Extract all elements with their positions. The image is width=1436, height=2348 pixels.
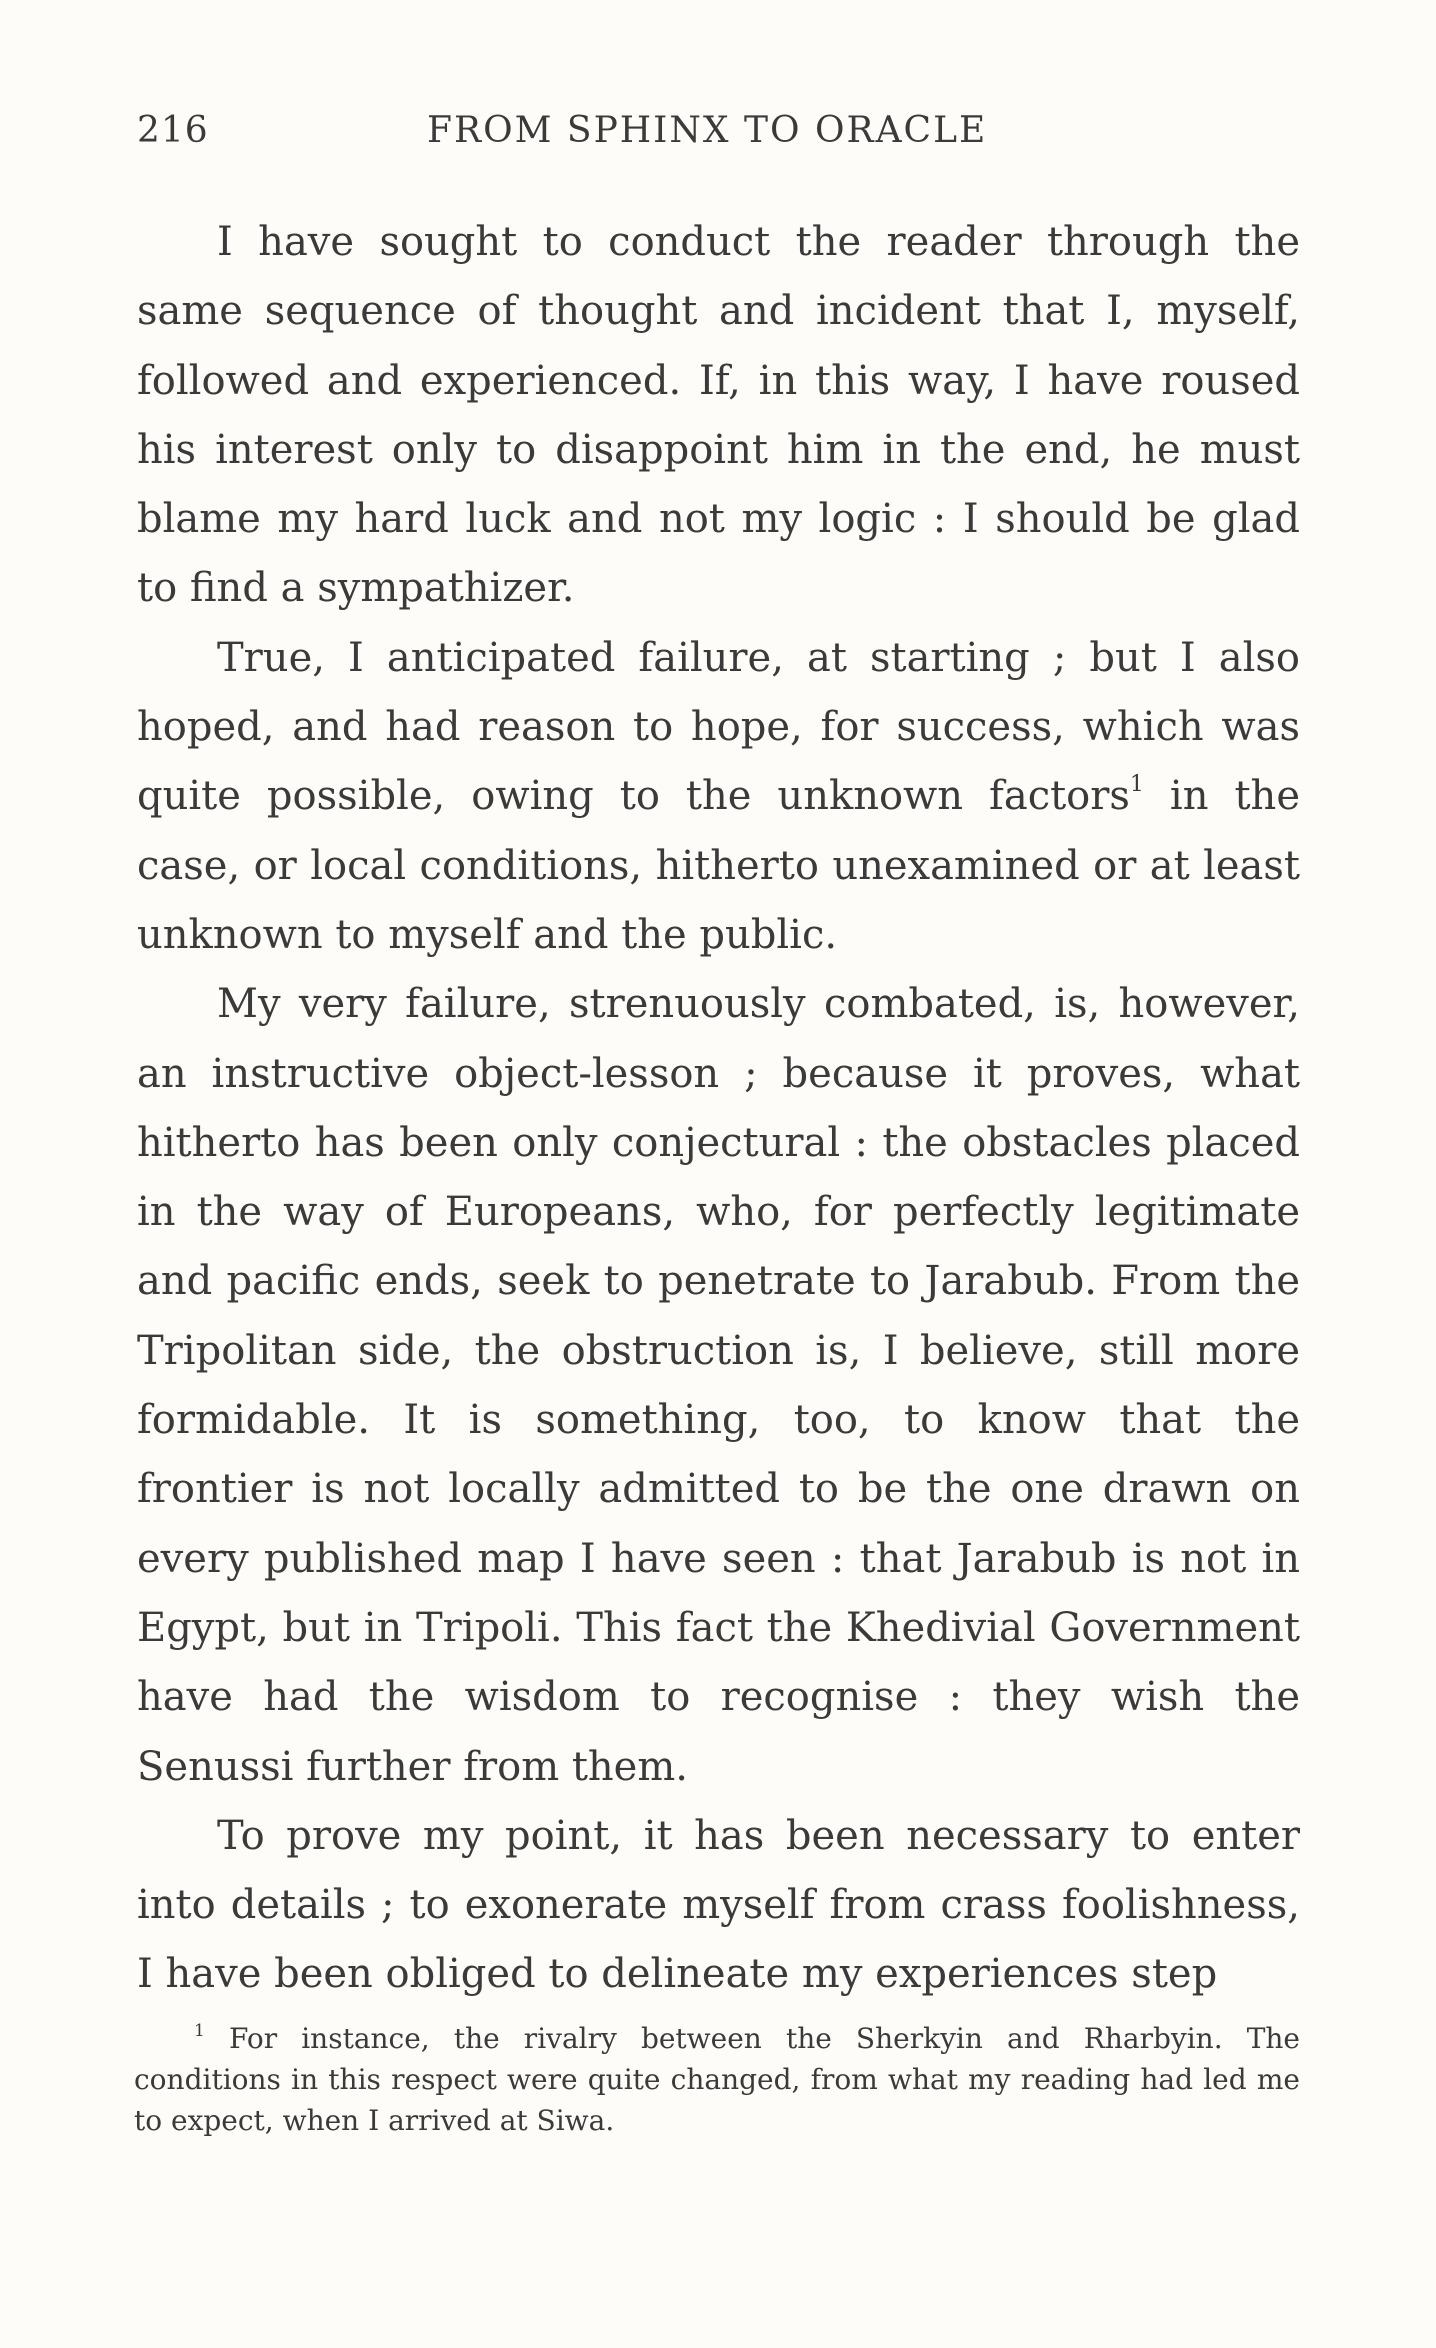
page-header [137, 110, 1300, 160]
running-title: FROM SPHINX TO ORACLE [427, 110, 988, 151]
paragraph [137, 624, 1300, 970]
footnote-marker: 1 [194, 2021, 205, 2041]
paragraph-text: in the case, or local conditions, hitherto unexamined or at least unknown to myself and the public. [137, 773, 1300, 958]
footnote-reference: 1 [1129, 772, 1144, 798]
paragraph-text: True, I anticipated failure, at starting ; but I also hoped, and had reason to hope, for success, which was quite possible, owing to the unknown factors [137, 634, 1300, 820]
paragraph: To prove my point, it has been necessary to enter into details ; to exonerate myself from crass foolishness, I have been obliged to delineate my experiences step [137, 1812, 1300, 1998]
footnote-text: For instance, the rivalry between the Sherkyin and Rharbyin. The conditions in this respect were quite changed, from what my reading had led me to expect, when I arrived at Siwa. [134, 2022, 1300, 2137]
paragraph: I have sought to conduct the reader through the same sequence of thought and incident that I, myself, followed and experienced. If, in this way, I have roused his interest only to disappoint him in the end, he must blame my hard luck and not my logic : I should be glad to find a sympathizer. [137, 219, 1300, 612]
body-text [137, 208, 1300, 2010]
page-number: 216 [137, 110, 209, 151]
footnote [134, 2018, 1300, 2141]
paragraph: My very failure, strenuously combated, is, however, an instructive object-lesson ; because it proves, what hitherto has been only conjectural : the obstacles placed in the way of Europeans, who, for perfectly legitimate and pacific ends, seek to penetrate to Jarabub. From the Tripolitan side, the obstruction is, I believe, still more formidable. It is something, too, to know that the frontier is not locally admitted to be the one drawn on every published map I have seen : that Jarabub is not in Egypt, but in Tripoli. This fact the Khedivial Government have had the wisdom to recognise : they wish the Senussi further from them. [137, 981, 1300, 1790]
